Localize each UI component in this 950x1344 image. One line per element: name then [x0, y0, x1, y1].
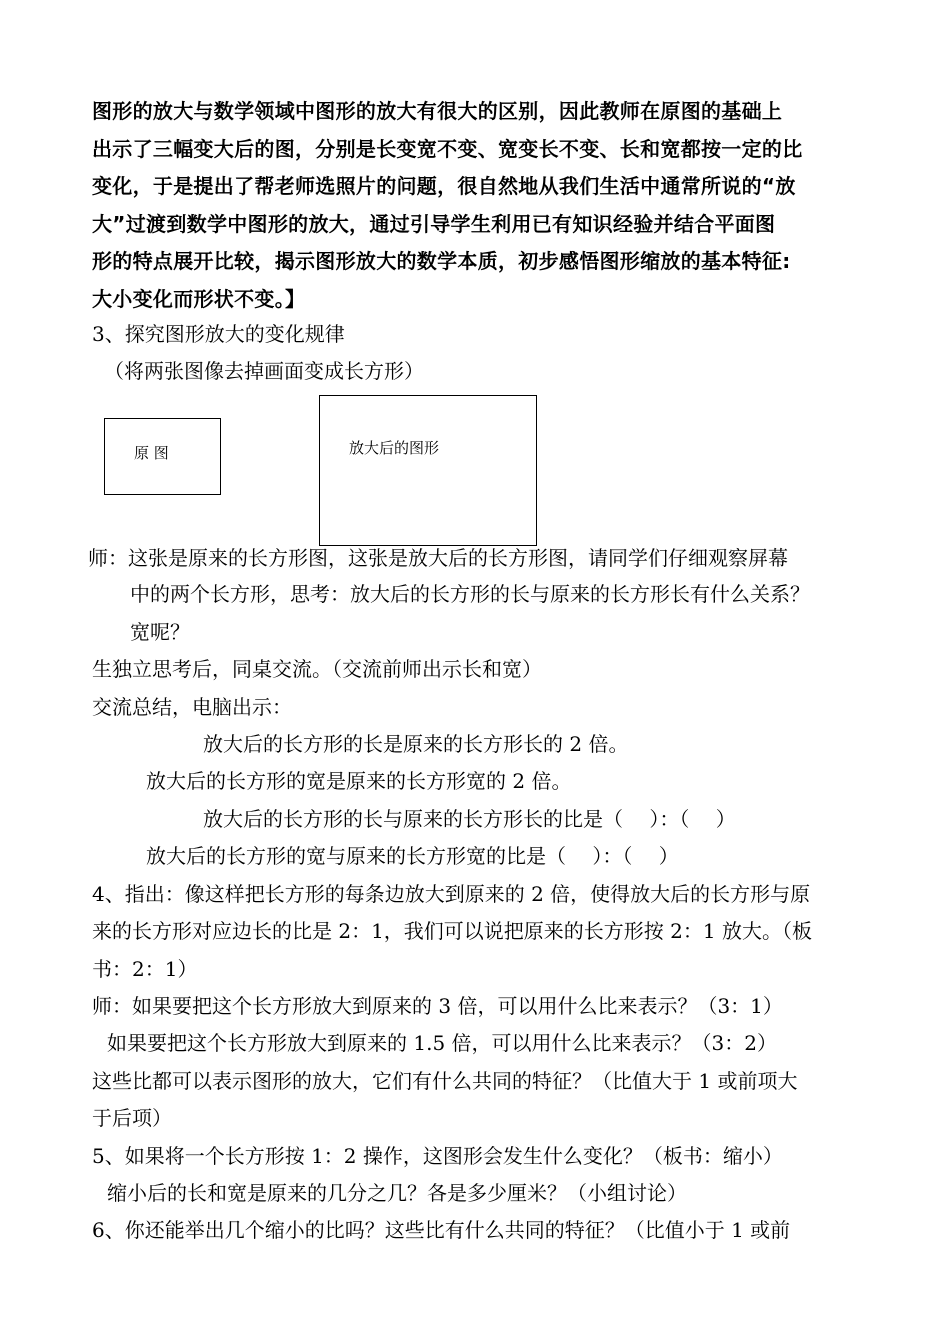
- teacher-question-line: 中的两个长方形，思考：放大后的长方形的长与原来的长方形长有什么关系？: [130, 582, 810, 606]
- summary-intro: 交流总结，电脑出示：: [92, 695, 292, 719]
- summary-item: 放大后的长方形的长是原来的长方形长的 2 倍。: [203, 732, 629, 756]
- teacher-followup-line: 于后项）: [92, 1106, 172, 1130]
- section-3-note: （将两张图像去掉画面变成长方形）: [104, 359, 424, 383]
- original-rectangle: [104, 418, 221, 495]
- teacher-question-line: 师：这张是原来的长方形图，这张是放大后的长方形图，请同学们仔细观察屏幕: [88, 546, 788, 570]
- section-4-line: 4、指出：像这样把长方形的每条边放大到原来的 2 倍，使得放大后的长方形与原: [92, 882, 811, 906]
- summary-item: 放大后的长方形的宽是原来的长方形宽的 2 倍。: [146, 769, 572, 793]
- summary-item: 放大后的长方形的长与原来的长方形长的比是（ ）：（ ）: [203, 807, 736, 831]
- student-activity: 生独立思考后，同桌交流。（交流前师出示长和宽）: [92, 657, 542, 681]
- bold-paragraph-line: 大小变化而形状不变。】: [92, 287, 306, 311]
- section-6-line: 6、你还能举出几个缩小的比吗？这些比有什么共同的特征？（比值小于 1 或前: [92, 1218, 791, 1242]
- bold-paragraph-line: 出示了三幅变大后的图，分别是长变宽不变、宽变长不变、长和宽都按一定的比: [92, 137, 803, 161]
- summary-item: 放大后的长方形的宽与原来的长方形宽的比是（ ）：（ ）: [146, 844, 679, 868]
- enlarged-rectangle: [319, 395, 537, 546]
- bold-paragraph-line: 变化，于是提出了帮老师选照片的问题，很自然地从我们生活中通常所说的“放: [92, 174, 796, 198]
- enlarged-rectangle-label: 放大后的图形: [349, 439, 440, 457]
- teacher-followup-line: 这些比都可以表示图形的放大，它们有什么共同的特征？（比值大于 1 或前项大: [92, 1069, 798, 1093]
- teacher-followup-line: 如果要把这个长方形放大到原来的 1.5 倍，可以用什么比来表示？（3：2）: [107, 1031, 777, 1055]
- section-4-line: 书：2：1）: [92, 957, 198, 981]
- teacher-question-line: 宽呢？: [130, 620, 190, 644]
- section-5-line: 5、如果将一个长方形按 1：2 操作，这图形会发生什么变化？（板书：缩小）: [92, 1144, 783, 1168]
- bold-paragraph-line: 图形的放大与数学领域中图形的放大有很大的区别，因此教师在原图的基础上: [92, 99, 783, 123]
- section-4-line: 来的长方形对应边长的比是 2：1，我们可以说把原来的长方形按 2：1 放大。（板: [92, 919, 812, 943]
- teacher-followup-line: 师：如果要把这个长方形放大到原来的 3 倍，可以用什么比来表示？（3：1）: [92, 994, 783, 1018]
- bold-paragraph-line: 大”过渡到数学中图形的放大，通过引导学生利用已有知识经验并结合平面图: [92, 212, 776, 236]
- section-5-line: 缩小后的长和宽是原来的几分之几？各是多少厘米？（小组讨论）: [107, 1181, 687, 1205]
- section-3-heading: 3、探究图形放大的变化规律: [92, 322, 345, 346]
- bold-paragraph-line: 形的特点展开比较，揭示图形放大的数学本质，初步感悟图形缩放的基本特征:: [92, 249, 791, 273]
- original-rectangle-label: 原 图: [134, 444, 169, 462]
